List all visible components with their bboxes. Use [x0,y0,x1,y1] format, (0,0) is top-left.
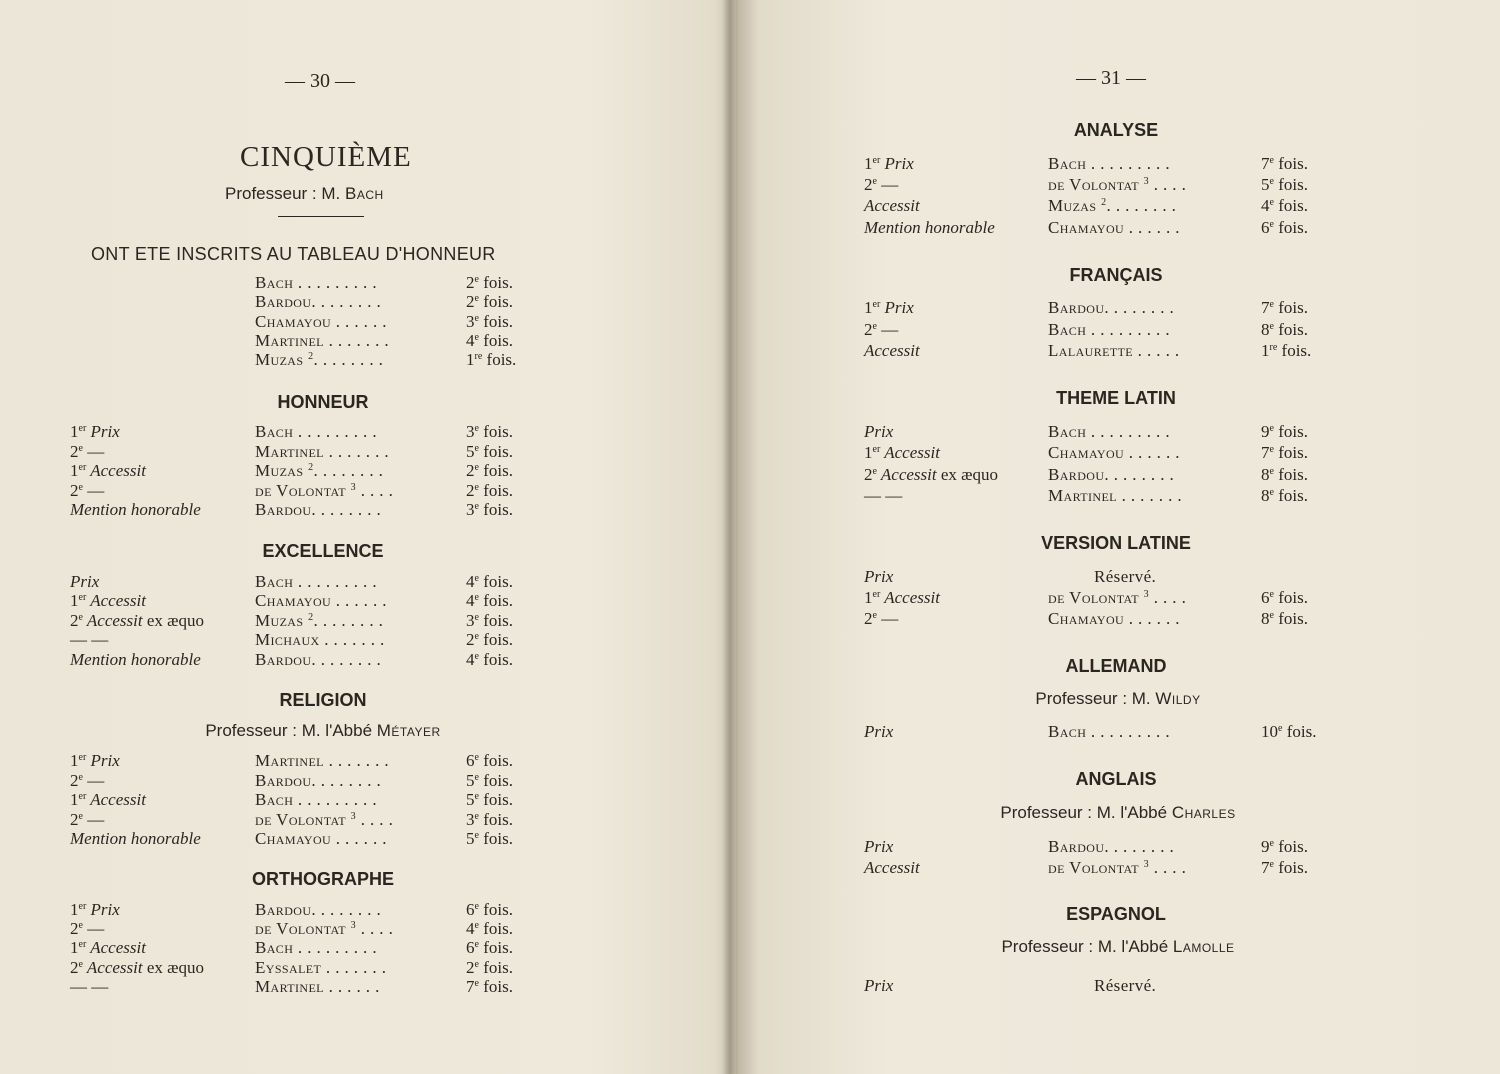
award-rank: 1er Prix [70,900,120,919]
times-count: 9e fois. [1261,422,1308,441]
award-rank: Mention honorable [864,218,995,237]
student-name: Réservé. [1094,567,1157,586]
student-name: Bach . . . . . . . . . [255,572,377,591]
student-name: de Volontat $^3$ . . . . [1048,175,1187,194]
award-rank: 2e — [70,442,105,461]
award-rank: 2e — [70,810,105,829]
student-name: Muzas $^2$. . . . . . . . [255,350,384,369]
award-rank: 1er Accessit [864,443,940,462]
award-rank: 1er Accessit [70,938,146,957]
student-name: Réservé. [1094,976,1157,995]
times-count: 5e fois. [466,829,513,848]
student-name: Chamayou . . . . . . [255,829,387,848]
times-count: 5e fois. [466,771,513,790]
student-name: de Volontat $^3$ . . . . [255,919,394,938]
times-count: 2e fois. [466,958,513,977]
times-count: 7e fois. [1261,858,1308,877]
award-rank: Prix [864,837,894,856]
page-number: — 31 — [1076,67,1146,89]
student-name: Bardou. . . . . . . . [255,500,382,519]
award-rank: 1er Accessit [70,790,146,809]
student-name: Chamayou . . . . . . [1048,609,1180,628]
student-name: Martinel . . . . . . . [255,442,390,461]
award-rank: 2e — [864,175,899,194]
student-name: Muzas $^2$. . . . . . . . [255,461,384,480]
award-rank: 2e — [70,481,105,500]
page-number: — 30 — [285,70,355,92]
right-page [736,0,1500,1074]
class-title: CINQUIÈME [240,141,412,173]
student-name: Bach . . . . . . . . . [1048,722,1170,741]
student-name: de Volontat $^3$ . . . . [255,481,394,500]
award-rank: Accessit [864,196,920,215]
times-count: 7e fois. [1261,443,1308,462]
section-professor: Professeur : M. l'Abbé Charles [1000,803,1236,822]
times-count: 3e fois. [466,500,513,519]
times-count: 8e fois. [1261,465,1308,484]
student-name: Bach . . . . . . . . . [1048,320,1170,339]
award-rank: — — [864,486,903,505]
student-name: Chamayou . . . . . . [255,591,387,610]
award-rank: Prix [864,567,894,586]
award-rank: Accessit [864,858,920,877]
times-count: 2e fois. [466,461,513,480]
times-count: 5e fois. [466,442,513,461]
award-rank: 2e — [864,609,899,628]
award-rank: 2e Accessit ex æquo [864,465,998,484]
student-name: Chamayou . . . . . . [1048,443,1180,462]
award-rank: 2e Accessit ex æquo [70,611,204,630]
section-heading: ORTHOGRAPHE [251,869,394,889]
student-name: Muzas $^2$. . . . . . . . [1048,196,1177,215]
student-name: Bardou. . . . . . . . [1048,837,1175,856]
award-rank: 1er Prix [864,298,914,317]
award-rank: 2e — [864,320,899,339]
times-count: 6e fois. [1261,588,1308,607]
award-rank: — — [70,977,109,996]
student-name: Chamayou . . . . . . [255,312,387,331]
student-name: de Volontat $^3$ . . . . [1048,588,1187,607]
section-heading: ALLEMAND [1065,656,1167,676]
section-heading: THEME LATIN [1056,388,1176,408]
student-name: Bach . . . . . . . . . [255,938,377,957]
times-count: 2e fois. [466,273,513,292]
times-count: 4e fois. [466,919,513,938]
student-name: de Volontat $^3$ . . . . [255,810,394,829]
student-name: Bach . . . . . . . . . [1048,422,1170,441]
times-count: 1re fois. [466,350,517,369]
student-name: Bardou. . . . . . . . [255,650,382,669]
times-count: 4e fois. [466,591,513,610]
times-count: 3e fois. [466,312,513,331]
times-count: 4e fois. [1261,196,1308,215]
award-rank: 1er Accessit [70,461,146,480]
award-rank: Mention honorable [70,829,201,848]
student-name: Martinel . . . . . . . [1048,486,1183,505]
section-heading: ANGLAIS [1075,769,1157,789]
section-heading: ANALYSE [1073,120,1159,140]
student-name: Bach . . . . . . . . . [255,422,377,441]
times-count: 8e fois. [1261,486,1308,505]
times-count: 7e fois. [1261,298,1308,317]
student-name: Bardou. . . . . . . . [255,292,382,311]
times-count: 9e fois. [1261,837,1308,856]
award-rank: — — [70,630,109,649]
times-count: 1re fois. [1261,341,1312,360]
section-heading: EXCELLENCE [262,541,384,561]
award-rank: 1er Prix [864,154,914,173]
times-count: 8e fois. [1261,320,1308,339]
times-count: 4e fois. [466,331,513,350]
times-count: 2e fois. [466,481,513,500]
left-page [0,0,736,1074]
student-name: Bach . . . . . . . . . [255,273,377,292]
times-count: 8e fois. [1261,609,1308,628]
times-count: 10e fois. [1261,722,1317,741]
times-count: 2e fois. [466,292,513,311]
student-name: Martinel . . . . . . . [255,751,390,770]
award-rank: 1er Prix [70,751,120,770]
section-professor: Professeur : M. Wildy [1035,689,1201,708]
student-name: Bach . . . . . . . . . [1048,154,1170,173]
award-rank: 2e — [70,771,105,790]
award-rank: Mention honorable [70,500,201,519]
award-rank: 2e — [70,919,105,938]
award-rank: Prix [864,722,894,741]
award-rank: 1er Accessit [864,588,940,607]
student-name: Bardou. . . . . . . . [1048,465,1175,484]
times-count: 6e fois. [466,751,513,770]
student-name: Bardou. . . . . . . . [255,900,382,919]
award-rank: Mention honorable [70,650,201,669]
section-heading: VERSION LATINE [1041,533,1191,553]
student-name: Bach . . . . . . . . . [255,790,377,809]
section-heading: HONNEUR [277,392,369,412]
times-count: 7e fois. [1261,154,1308,173]
student-name: de Volontat $^3$ . . . . [1048,858,1187,877]
student-name: Muzas $^2$. . . . . . . . [255,611,384,630]
award-rank: Prix [70,572,100,591]
section-professor: Professeur : M. l'Abbé Métayer [205,721,441,740]
times-count: 2e fois. [466,630,513,649]
award-rank: 2e Accessit ex æquo [70,958,204,977]
times-count: 6e fois. [1261,218,1308,237]
title-rule [278,216,364,217]
class-professor: Professeur : M. Bach [225,184,384,203]
honor-heading: ONT ETE INSCRITS AU TABLEAU D'HONNEUR [91,244,496,264]
times-count: 4e fois. [466,650,513,669]
book-gutter [722,0,738,1074]
student-name: Eyssalet . . . . . . . [255,958,387,977]
section-heading: ESPAGNOL [1066,904,1166,924]
times-count: 6e fois. [466,900,513,919]
times-count: 6e fois. [466,938,513,957]
student-name: Martinel . . . . . . . [255,331,390,350]
award-rank: Prix [864,422,894,441]
award-rank: Accessit [864,341,920,360]
student-name: Bardou. . . . . . . . [255,771,382,790]
times-count: 7e fois. [466,977,513,996]
times-count: 4e fois. [466,572,513,591]
student-name: Michaux . . . . . . . [255,630,385,649]
times-count: 5e fois. [466,790,513,809]
award-rank: 1er Accessit [70,591,146,610]
student-name: Lalaurette . . . . . [1048,341,1180,360]
section-heading: RELIGION [279,690,367,710]
award-rank: 1er Prix [70,422,120,441]
student-name: Chamayou . . . . . . [1048,218,1180,237]
times-count: 3e fois. [466,422,513,441]
times-count: 5e fois. [1261,175,1308,194]
times-count: 3e fois. [466,810,513,829]
section-professor: Professeur : M. l'Abbé Lamolle [1001,937,1235,956]
section-heading: FRANÇAIS [1069,265,1163,285]
times-count: 3e fois. [466,611,513,630]
award-rank: Prix [864,976,894,995]
student-name: Bardou. . . . . . . . [1048,298,1175,317]
student-name: Martinel . . . . . . [255,977,380,996]
